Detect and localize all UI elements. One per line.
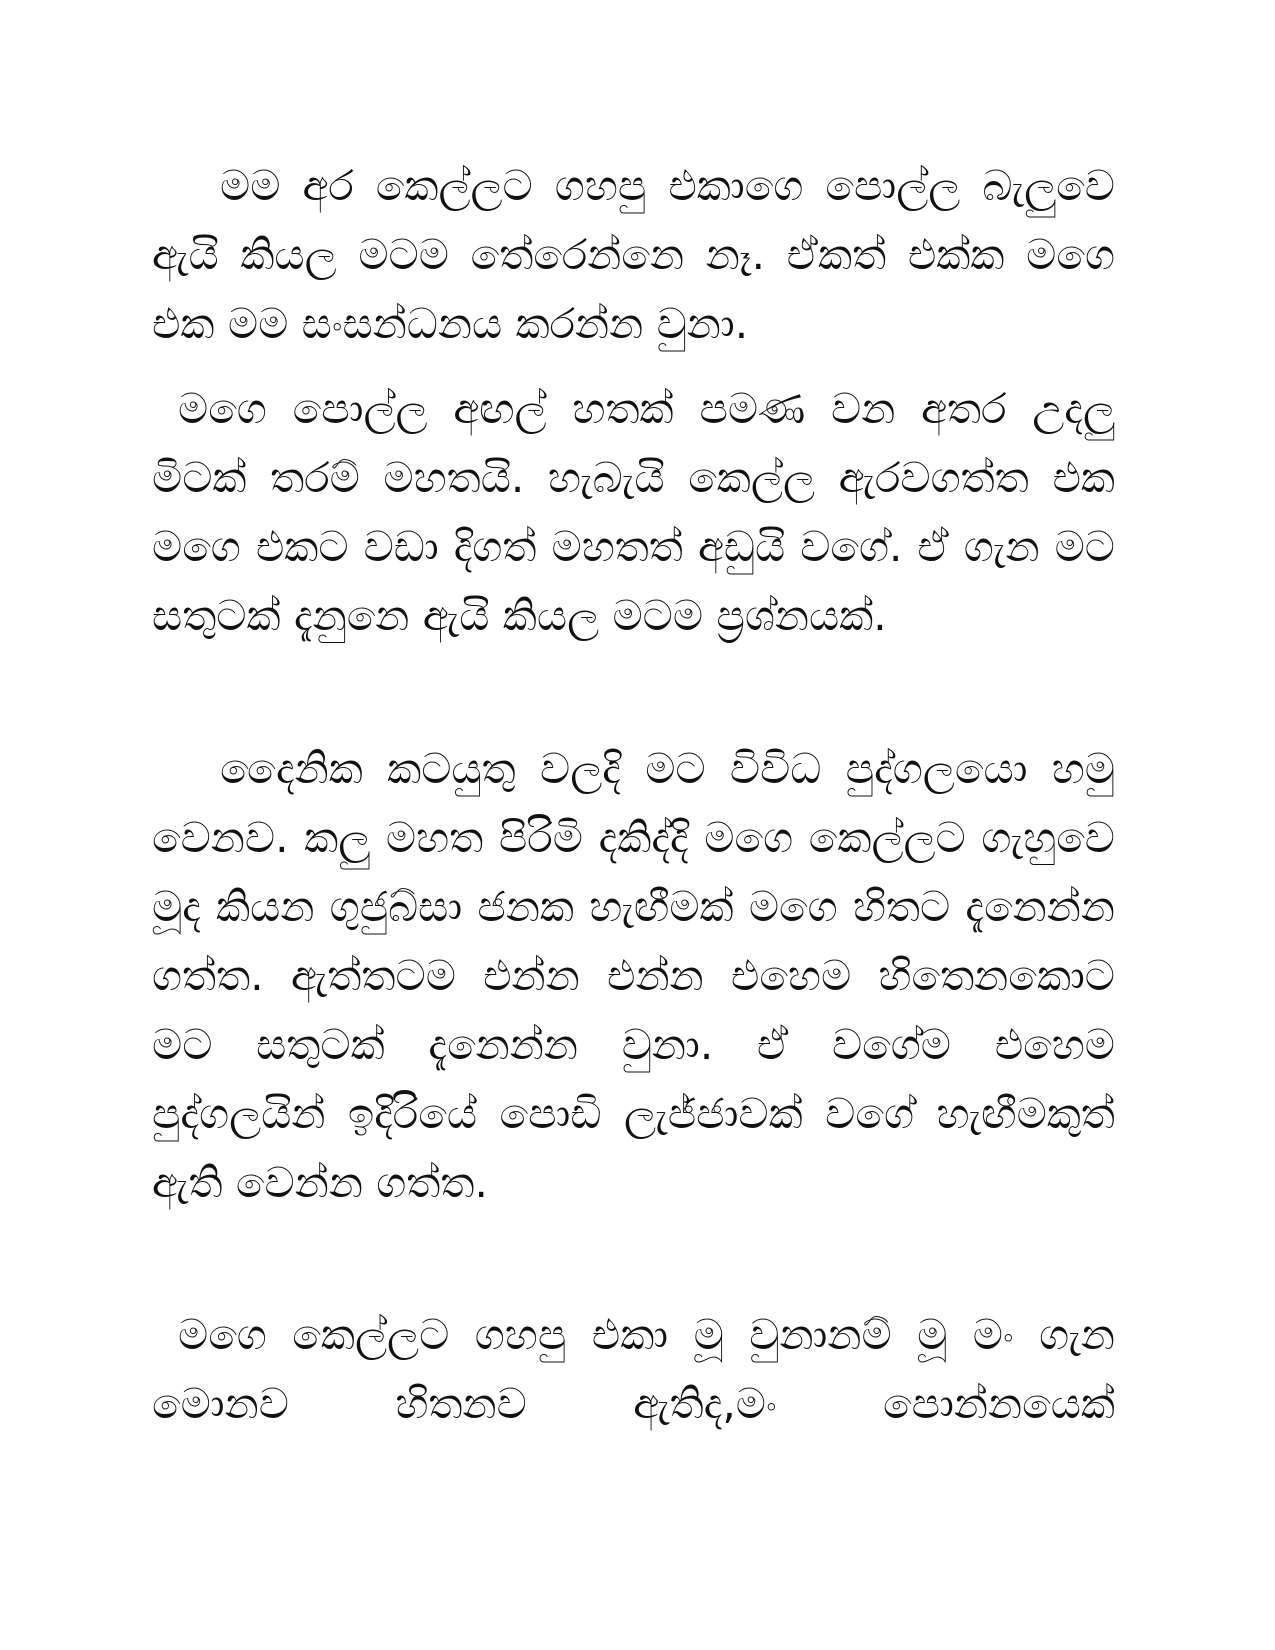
paragraph-1: මම අර කෙල්ලට ගහපු එකාගෙ පොල්ල බැලුවෙ ඇයි කියල මටම තේරෙන්නෙ නෑ. ඒකත් එක්ක මගෙ එක මම සංසන්ධනය කරන්න වුනා. xyxy=(152,161,1115,348)
paragraph-3: දෛනික කටයුතු වලදි මට විවිධ පුද්ගලයො හමු වෙනව. කලු මහත පිරිමි දකිද්දි මගෙ කෙල්ලට ගැහුවෙ මූද කියන ගුජුබ්සා ජනක හැඟීමක් මගෙ හිතට දැනෙන්න ගත්ත. ඇත්තටම එන්න එන්න එහෙම හිතෙනකොට මට සතුටක් දැනෙන්න වුනා. ඒ වගේම එහෙම පුද්ගලයින් ඉදිරියේ පොඩි ලැජ්ජාවක් වගේ හැඟීමකුත් ඇති වෙන්න ගත්ත. xyxy=(152,744,1115,1207)
paragraph-4: මගෙ කෙල්ලට ගහපු එකා මූ වුනානම් මූ මං ගැන මොනව හිතනව ඇතිද,මං පොන්නයෙක් xyxy=(152,1310,1115,1428)
paragraph-2: මගෙ පොල්ල අඟල් හතක් පමණ වන අතර උදලු මිටක් තරම් මහතයි. හැබැයි කෙල්ල ඇරවගත්ත එක මගෙ එකට වඩා දිගත් මහතත් අඩුයි වගේ. ඒ ගැන මට සතුටක් දැනුනෙ ඇයි කියල මටම ප්‍රශ්නයක්. xyxy=(152,384,1115,640)
